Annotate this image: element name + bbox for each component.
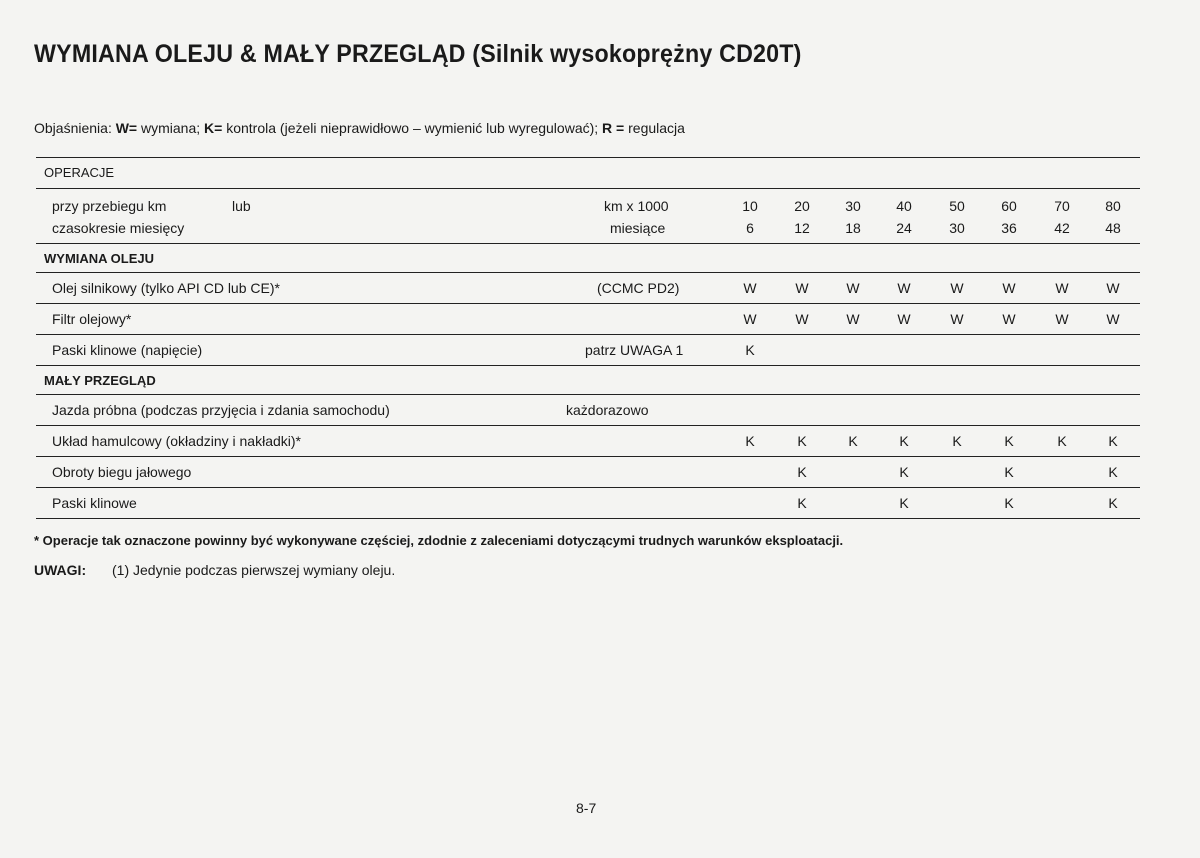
- month-interval-value: 36: [1001, 220, 1017, 236]
- legend-r-text: regulacja: [628, 120, 685, 136]
- interval-months-label: czasokresie miesięcy: [52, 220, 185, 236]
- schedule-mark: K: [745, 433, 755, 449]
- legend-prefix: Objaśnienia:: [34, 120, 112, 136]
- schedule-mark: W: [1002, 280, 1016, 296]
- maintenance-table: [36, 157, 1140, 519]
- schedule-mark: W: [1106, 311, 1120, 327]
- km-interval-value: 20: [794, 198, 810, 214]
- schedule-mark: W: [897, 311, 911, 327]
- table-row: [36, 272, 1140, 303]
- legend-w-text: wymiana;: [141, 120, 201, 136]
- operations-header: OPERACJE: [44, 165, 115, 180]
- interval-or: lub: [232, 198, 251, 214]
- schedule-mark: W: [1106, 280, 1120, 296]
- footnote: * Operacje tak oznaczone powinny być wykonywane częściej, zdodnie z zaleceniami dotyczącymi trudnych warunków eksploatacji.: [34, 533, 844, 548]
- schedule-mark: K: [899, 433, 909, 449]
- operation-label: Olej silnikowy (tylko API CD lub CE)*: [52, 280, 280, 296]
- km-interval-value: 80: [1105, 198, 1121, 214]
- month-interval-value: 18: [845, 220, 861, 236]
- schedule-mark: W: [795, 311, 809, 327]
- schedule-mark: K: [1004, 464, 1014, 480]
- schedule-mark: K: [1108, 495, 1118, 511]
- page-title: WYMIANA OLEJU & MAŁY PRZEGLĄD (Silnik wysokoprężny CD20T): [34, 40, 802, 68]
- operation-label: Obroty biegu jałowego: [52, 464, 192, 480]
- operations-header-row: [36, 157, 1140, 188]
- note-item: (1) Jedynie podczas pierwszej wymiany oleju.: [112, 562, 396, 578]
- section-header-row: [36, 365, 1140, 394]
- operation-spec: patrz UWAGA 1: [585, 342, 684, 358]
- table-row: [36, 425, 1140, 456]
- km-unit: km x 1000: [604, 198, 669, 214]
- schedule-mark: K: [1004, 495, 1014, 511]
- km-interval-value: 10: [742, 198, 758, 214]
- table-row: [36, 394, 1140, 425]
- schedule-mark: K: [899, 495, 909, 511]
- operation-label: Filtr olejowy*: [52, 311, 132, 327]
- operation-label: Paski klinowe: [52, 495, 137, 511]
- operation-label: Paski klinowe (napięcie): [52, 342, 203, 358]
- month-interval-value: 30: [949, 220, 965, 236]
- legend-k-text: kontrola (jeżeli nieprawidłowo – wymienić lub wyregulować);: [226, 120, 599, 136]
- schedule-mark: K: [952, 433, 962, 449]
- interval-row: [36, 188, 1140, 243]
- section-header-row: [36, 243, 1140, 272]
- km-interval-value: 30: [845, 198, 861, 214]
- km-interval-value: 50: [949, 198, 965, 214]
- schedule-mark: K: [745, 342, 755, 358]
- legend-r-key: R =: [602, 120, 625, 136]
- notes-label: UWAGI:: [34, 562, 87, 578]
- section-title: WYMIANA OLEJU: [44, 251, 155, 266]
- schedule-mark: W: [950, 280, 964, 296]
- table-row: [36, 456, 1140, 487]
- month-interval-value: 48: [1105, 220, 1121, 236]
- schedule-mark: K: [1108, 464, 1118, 480]
- schedule-mark: W: [795, 280, 809, 296]
- months-unit: miesiące: [610, 220, 666, 236]
- table-row: [36, 303, 1140, 334]
- km-interval-value: 70: [1054, 198, 1070, 214]
- schedule-mark: W: [950, 311, 964, 327]
- interval-km-label: przy przebiegu km: [52, 198, 167, 214]
- schedule-mark: K: [1108, 433, 1118, 449]
- notes: [34, 562, 395, 578]
- schedule-mark: W: [1055, 280, 1069, 296]
- operation-label: Układ hamulcowy (okładziny i nakładki)*: [52, 433, 301, 449]
- operation-label: Jazda próbna (podczas przyjęcia i zdania samochodu): [52, 402, 390, 418]
- schedule-mark: K: [797, 495, 807, 511]
- schedule-mark: W: [897, 280, 911, 296]
- schedule-mark: W: [846, 280, 860, 296]
- operation-spec: (CCMC PD2): [597, 280, 680, 296]
- legend-k-key: K=: [204, 120, 223, 136]
- table-row: [36, 487, 1140, 519]
- legend: [34, 120, 685, 136]
- operation-spec: każdorazowo: [566, 402, 649, 418]
- month-interval-value: 24: [896, 220, 912, 236]
- schedule-mark: K: [797, 433, 807, 449]
- table-row: [36, 334, 1140, 365]
- section-title: MAŁY PRZEGLĄD: [44, 373, 156, 388]
- km-interval-value: 40: [896, 198, 912, 214]
- month-interval-value: 42: [1054, 220, 1070, 236]
- legend-w-key: W=: [115, 120, 138, 136]
- schedule-mark: K: [899, 464, 909, 480]
- schedule-mark: K: [797, 464, 807, 480]
- schedule-mark: W: [743, 280, 757, 296]
- month-interval-value: 6: [746, 220, 754, 236]
- schedule-mark: W: [743, 311, 757, 327]
- month-interval-value: 12: [794, 220, 810, 236]
- schedule-mark: K: [848, 433, 858, 449]
- schedule-mark: K: [1057, 433, 1067, 449]
- schedule-mark: W: [1002, 311, 1016, 327]
- page-number: 8-7: [576, 800, 597, 816]
- schedule-mark: W: [1055, 311, 1069, 327]
- km-interval-value: 60: [1001, 198, 1017, 214]
- schedule-mark: K: [1004, 433, 1014, 449]
- schedule-mark: W: [846, 311, 860, 327]
